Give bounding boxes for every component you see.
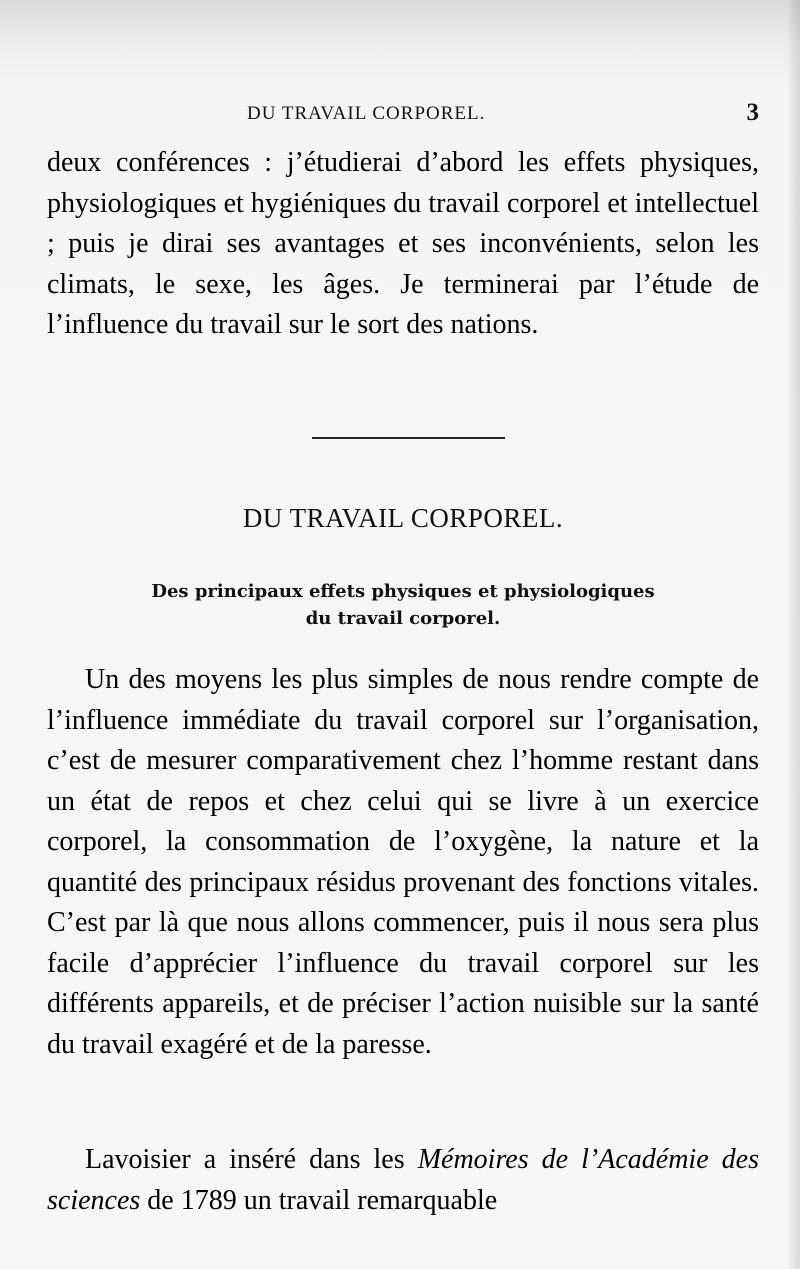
final-paragraph-lead: Lavoisier a inséré dans les [85, 1144, 418, 1175]
journal-title: Mémoires de l’Académie des sciences [47, 1144, 759, 1216]
subtitle-line-1: Des principaux effets physiques et physiologiques [151, 581, 655, 602]
page-edge-shadow [786, 0, 800, 1269]
intro-paragraph: deux conférences : j’étudierai d’abord les effets physiques, physiologiques et hygiéniques du travail corporel et intellectuel ; puis je dirai ses avantages et ses inconvénients, selon les climats, le sexe, les âges. Je terminerai par l’étude de l’influence du travail sur le sort des nations. [47, 147, 759, 340]
body-paragraph: Un des moyens les plus simples de nous rendre compte de l’influence immédiate du travail corporel sur l’organisation, c’est de mesurer comparativement chez l’homme restant dans un état de repos et chez celui qui se livre à un exercice corporel, la consommation de l’oxygène, la nature et la quantité des principaux résidus provenant des fonctions vitales. C’est par là que nous allons commencer, puis il nous sera plus facile d’apprécier l’influence du travail corporel sur les différents appareils, et de préciser l’action nuisible sur la santé du travail exagéré et de la paresse. [47, 664, 759, 1060]
running-head [47, 99, 759, 129]
page-number: 3 [746, 99, 759, 126]
subtitle-line-2: du travail corporel. [305, 608, 501, 629]
final-paragraph-tail: de 1789 un travail remarquable [140, 1184, 498, 1216]
section-divider [312, 437, 505, 439]
section-title: DU TRAVAIL CORPOREL. [242, 503, 564, 533]
section-subtitle [47, 578, 759, 632]
final-paragraph [47, 1140, 759, 1221]
running-title: DU TRAVAIL CORPOREL. [247, 103, 486, 124]
